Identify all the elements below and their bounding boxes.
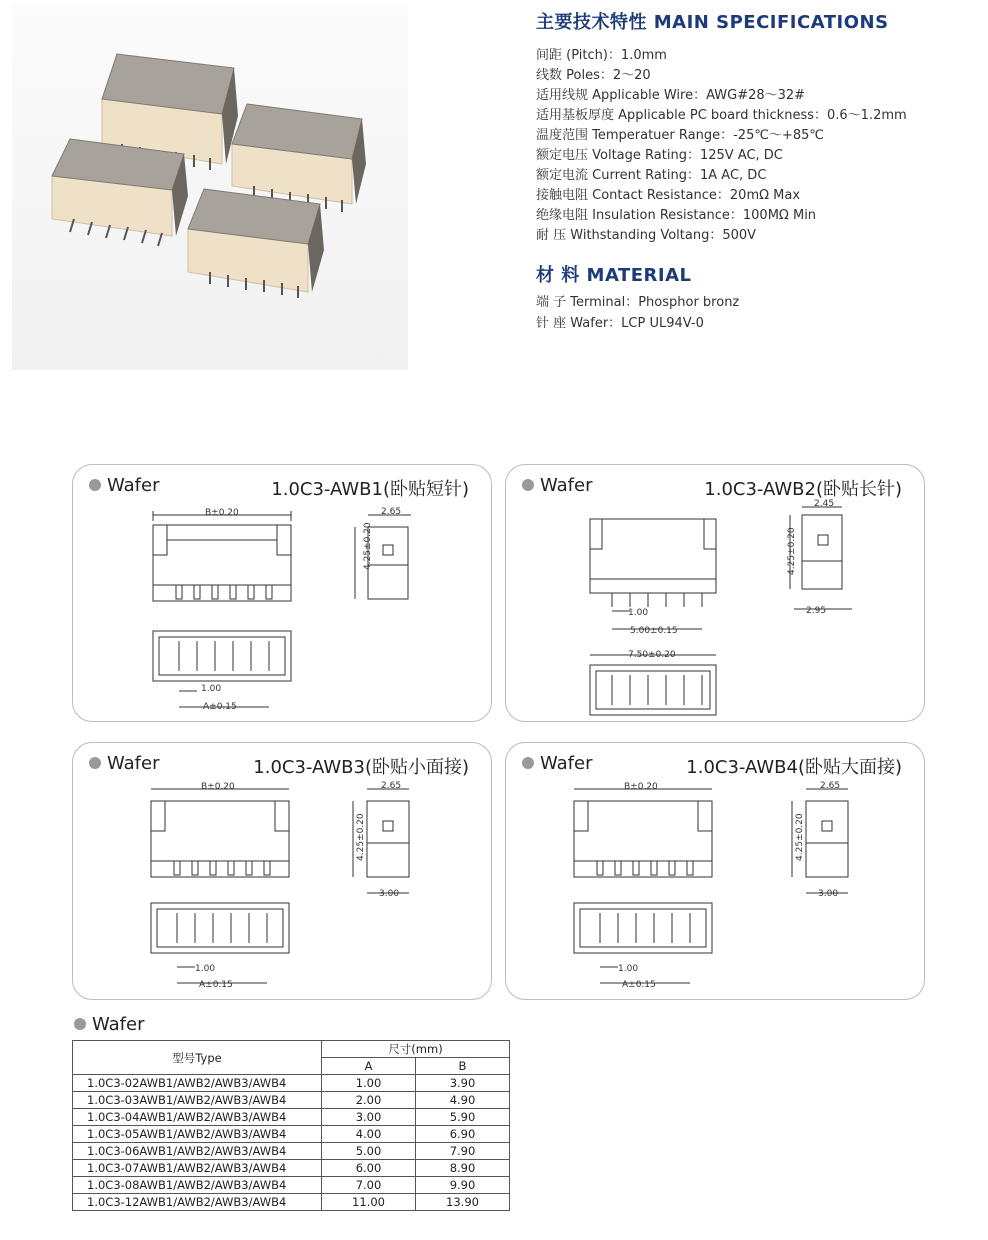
- a-cell: 11.00: [322, 1194, 416, 1211]
- svg-text:4.25±0.20: 4.25±0.20: [787, 527, 797, 575]
- drawing-panel-awb2: [505, 464, 925, 722]
- b-cell: 7.90: [416, 1143, 510, 1160]
- spec-item: 线数 Poles：2～20: [536, 68, 651, 83]
- table-row: [73, 1126, 510, 1143]
- b-cell: 3.90: [416, 1075, 510, 1092]
- dimensions-table: [72, 1040, 510, 1211]
- table-header-row: [73, 1041, 510, 1058]
- a-cell: 6.00: [322, 1160, 416, 1177]
- a-cell: 2.00: [322, 1092, 416, 1109]
- b-cell: 4.90: [416, 1092, 510, 1109]
- b-cell: 8.90: [416, 1160, 510, 1177]
- connector-photo-illustration: [12, 4, 408, 370]
- panel-label: Wafer: [89, 753, 160, 774]
- svg-text:2.65: 2.65: [381, 507, 402, 517]
- column-a-header: A: [322, 1058, 416, 1075]
- technical-drawing-awb4: [506, 743, 926, 1001]
- table-row: [73, 1109, 510, 1126]
- a-cell: 1.00: [322, 1075, 416, 1092]
- svg-text:A±0.15: A±0.15: [203, 702, 237, 712]
- type-cell: 1.0C3-05AWB1/AWB2/AWB3/AWB4: [73, 1126, 322, 1143]
- table-row: [73, 1092, 510, 1109]
- type-cell: 1.0C3-04AWB1/AWB2/AWB3/AWB4: [73, 1109, 322, 1126]
- panel-model-title: 1.0C3-AWB4(卧贴大面接): [686, 757, 902, 778]
- a-cell: 7.00: [322, 1177, 416, 1194]
- a-cell: 3.00: [322, 1109, 416, 1126]
- bullet-icon: [74, 1018, 86, 1030]
- main-specifications-heading: 主要技术特性 MAIN SPECIFICATIONS: [536, 12, 889, 33]
- svg-text:4.25±0.20: 4.25±0.20: [363, 522, 373, 570]
- panel-label: Wafer: [89, 475, 160, 496]
- material-heading: 材 料 MATERIAL: [536, 265, 692, 286]
- table-row: [73, 1075, 510, 1092]
- type-cell: 1.0C3-08AWB1/AWB2/AWB3/AWB4: [73, 1177, 322, 1194]
- material-item: 端 子 Terminal：Phosphor bronz: [536, 295, 740, 310]
- type-cell: 1.0C3-02AWB1/AWB2/AWB3/AWB4: [73, 1075, 322, 1092]
- table-row: [73, 1194, 510, 1211]
- svg-text:7.50±0.20: 7.50±0.20: [628, 650, 676, 660]
- type-cell: 1.0C3-03AWB1/AWB2/AWB3/AWB4: [73, 1092, 322, 1109]
- technical-drawing-awb1: [73, 465, 493, 723]
- svg-text:3.00: 3.00: [818, 889, 839, 899]
- specifications-list: [536, 46, 907, 246]
- drawing-panel-awb3: [72, 742, 492, 1000]
- svg-text:5.00±0.15: 5.00±0.15: [630, 626, 678, 636]
- svg-text:2.45: 2.45: [814, 499, 835, 509]
- panel-model-title: 1.0C3-AWB3(卧贴小面接): [253, 757, 469, 778]
- svg-text:A±0.15: A±0.15: [199, 980, 233, 990]
- spec-item: 接触电阻 Contact Resistance：20mΩ Max: [536, 188, 801, 203]
- spec-item: 额定电压 Voltage Rating：125V AC, DC: [536, 148, 783, 163]
- connector-image-4: [188, 189, 324, 298]
- b-cell: 9.90: [416, 1177, 510, 1194]
- material-item: 针 座 Wafer：LCP UL94V-0: [536, 316, 704, 331]
- svg-text:1.00: 1.00: [201, 684, 222, 694]
- type-header: 型号Type: [73, 1041, 322, 1075]
- panel-label: Wafer: [522, 753, 593, 774]
- connector-image-3: [52, 139, 188, 246]
- svg-text:A±0.15: A±0.15: [622, 980, 656, 990]
- product-photo: [12, 4, 408, 370]
- table-row: [73, 1160, 510, 1177]
- panel-label: Wafer: [522, 475, 593, 496]
- technical-drawing-awb3: [73, 743, 493, 1001]
- spec-item: 温度范围 Temperatuer Range：-25℃～+85℃: [536, 128, 824, 143]
- b-cell: 13.90: [416, 1194, 510, 1211]
- panel-model-title: 1.0C3-AWB2(卧贴长针): [704, 479, 902, 500]
- svg-text:1.00: 1.00: [195, 964, 216, 974]
- material-list: [536, 292, 739, 334]
- a-cell: 4.00: [322, 1126, 416, 1143]
- a-cell: 5.00: [322, 1143, 416, 1160]
- svg-text:3.00: 3.00: [379, 889, 400, 899]
- svg-text:2.95: 2.95: [806, 606, 827, 616]
- spec-item: 额定电流 Current Rating：1A AC, DC: [536, 168, 767, 183]
- b-cell: 6.90: [416, 1126, 510, 1143]
- technical-drawing-awb2: [506, 465, 926, 723]
- panel-model-title: 1.0C3-AWB1(卧贴短针): [271, 479, 469, 500]
- svg-text:B±0.20: B±0.20: [205, 508, 239, 518]
- column-b-header: B: [416, 1058, 510, 1075]
- spec-item: 绝缘电阻 Insulation Resistance：100MΩ Min: [536, 208, 817, 223]
- svg-text:1.00: 1.00: [618, 964, 639, 974]
- spec-item: 耐 压 Withstanding Voltang：500V: [536, 228, 757, 243]
- svg-text:1.00: 1.00: [628, 608, 649, 618]
- table-row: [73, 1177, 510, 1194]
- svg-text:4.25±0.20: 4.25±0.20: [795, 813, 805, 861]
- drawing-panel-awb4: [505, 742, 925, 1000]
- drawing-panel-awb1: [72, 464, 492, 722]
- svg-text:4.25±0.20: 4.25±0.20: [356, 813, 366, 861]
- svg-text:B±0.20: B±0.20: [624, 782, 658, 792]
- type-cell: 1.0C3-06AWB1/AWB2/AWB3/AWB4: [73, 1143, 322, 1160]
- spec-item: 间距 (Pitch)：1.0mm: [536, 48, 667, 63]
- table-section-label: Wafer: [74, 1014, 145, 1035]
- size-header: 尺寸(mm): [322, 1041, 510, 1058]
- table-row: [73, 1143, 510, 1160]
- svg-text:B±0.20: B±0.20: [201, 782, 235, 792]
- type-cell: 1.0C3-07AWB1/AWB2/AWB3/AWB4: [73, 1160, 322, 1177]
- svg-text:2.65: 2.65: [820, 781, 841, 791]
- type-cell: 1.0C3-12AWB1/AWB2/AWB3/AWB4: [73, 1194, 322, 1211]
- spec-item: 适用基板厚度 Applicable PC board thickness：0.6～1.2mm: [536, 108, 907, 123]
- spec-item: 适用线规 Applicable Wire：AWG#28～32#: [536, 88, 806, 103]
- svg-text:2.65: 2.65: [381, 781, 402, 791]
- b-cell: 5.90: [416, 1109, 510, 1126]
